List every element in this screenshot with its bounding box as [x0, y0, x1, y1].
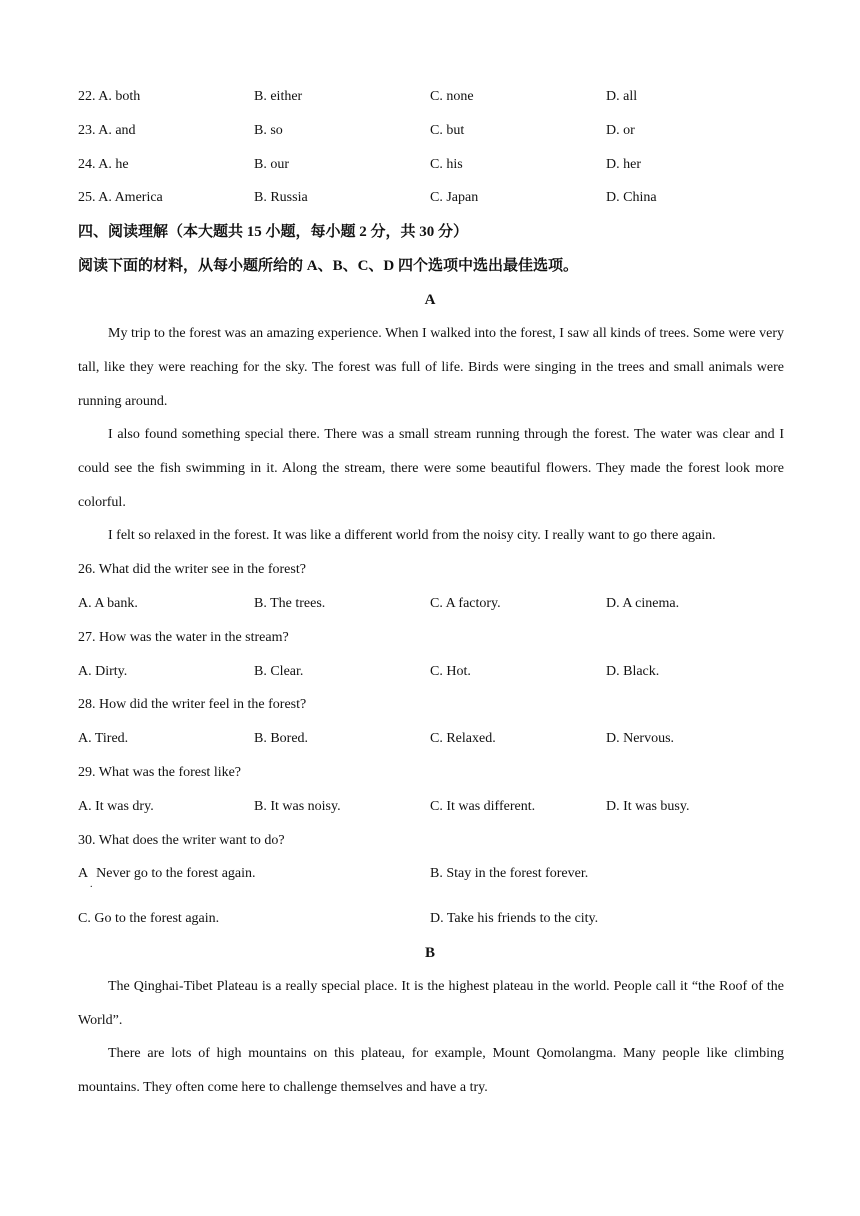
cloze-row-23	[78, 114, 782, 148]
option-d: D. It was busy.	[606, 799, 690, 814]
option-a: 23. A. and	[78, 123, 136, 138]
question-30: 30. What does the writer want to do?	[78, 833, 285, 848]
option-d: D. her	[606, 157, 641, 172]
option-b: B. It was noisy.	[254, 799, 341, 814]
option-a: A. Dirty.	[78, 664, 128, 679]
cloze-row-24	[78, 148, 782, 182]
option-a: A. It was dry.	[78, 799, 154, 814]
cloze-row-25	[78, 181, 782, 215]
question-28-options	[78, 722, 782, 756]
passage-a-label: A	[424, 292, 436, 308]
question-28: 28. How did the writer feel in the forest?	[78, 697, 307, 712]
option-b: B. The trees.	[254, 596, 326, 611]
option-c: C. Go to the forest again.	[78, 911, 220, 926]
option-d: D. Black.	[606, 664, 660, 679]
option-d: D. China	[606, 190, 657, 205]
question-29-options	[78, 790, 782, 824]
option-a-letter: A	[78, 866, 89, 881]
option-d: D. A cinema.	[606, 596, 680, 611]
question-27: 27. How was the water in the stream?	[78, 630, 289, 645]
option-b: B. so	[254, 123, 283, 138]
option-c: C. It was different.	[430, 799, 536, 814]
question-27-options	[78, 655, 782, 689]
option-d: D. all	[606, 89, 638, 104]
option-b: B. our	[254, 157, 289, 172]
question-30-options-row-2	[78, 902, 782, 936]
option-c: C. Hot.	[430, 664, 471, 679]
option-d: D. Take his friends to the city.	[430, 911, 599, 926]
cloze-row-22	[78, 80, 782, 114]
option-c: C. but	[430, 123, 465, 138]
option-d: D. Nervous.	[606, 731, 675, 746]
question-26: 26. What did the writer see in the forest?	[78, 562, 306, 577]
option-a	[78, 857, 256, 891]
passage-b-paragraph-1: The Qinghai-Tibet Plateau is a really special place. It is the highest plateau in the world. People call it “the Roof of the World”.	[78, 979, 784, 1028]
question-29: 29. What was the forest like?	[78, 765, 242, 780]
section-instruction: 阅读下面的材料，从每小题所给的 A、B、C、D 四个选项中选出最佳选项。	[78, 258, 579, 274]
passage-b-label: B	[424, 945, 435, 961]
question-30-options-row-1	[78, 857, 782, 891]
option-b: B. Russia	[254, 190, 308, 205]
question-26-options	[78, 587, 782, 621]
passage-a-paragraph-1: My trip to the forest was an amazing experience. When I walked into the forest, I saw all kinds of trees. Some were very tall, like they were reaching for the sky. The forest was full of life. Birds were singing in the trees and small animals were running around.	[78, 326, 784, 409]
option-a: A. Tired.	[78, 731, 129, 746]
passage-b-paragraph-2: There are lots of high mountains on this plateau, for example, Mount Qomolangma. Many people like climbing mountains. They often come here to challenge themselves and have a try.	[78, 1046, 784, 1095]
passage-a-paragraph-2: I also found something special there. There was a small stream running through the forest. The water was clear and I could see the fish swimming in it. Along the stream, there were some beautiful flowers. They made the forest look more colorful.	[78, 427, 784, 510]
stray-dot: .	[90, 879, 93, 890]
section-title: 四、阅读理解（本大题共 15 小题，每小题 2 分，共 30 分）	[78, 224, 469, 240]
option-b: B. Clear.	[254, 664, 304, 679]
option-a: 22. A. both	[78, 89, 141, 104]
option-d: D. or	[606, 123, 635, 138]
option-c: C. A factory.	[430, 596, 501, 611]
option-a: 24. A. he	[78, 157, 129, 172]
option-c: C. his	[430, 157, 463, 172]
option-a: 25. A. America	[78, 190, 163, 205]
option-b: B. Stay in the forest forever.	[430, 866, 589, 881]
option-c: C. none	[430, 89, 474, 104]
option-c: C. Relaxed.	[430, 731, 496, 746]
option-b: B. Bored.	[254, 731, 309, 746]
option-c: C. Japan	[430, 190, 479, 205]
option-b: B. either	[254, 89, 303, 104]
option-a: A. A bank.	[78, 596, 138, 611]
option-a-text: Never go to the forest again.	[96, 866, 256, 881]
passage-a-paragraph-3: I felt so relaxed in the forest. It was like a different world from the noisy city. I really want to go there again.	[108, 528, 716, 543]
